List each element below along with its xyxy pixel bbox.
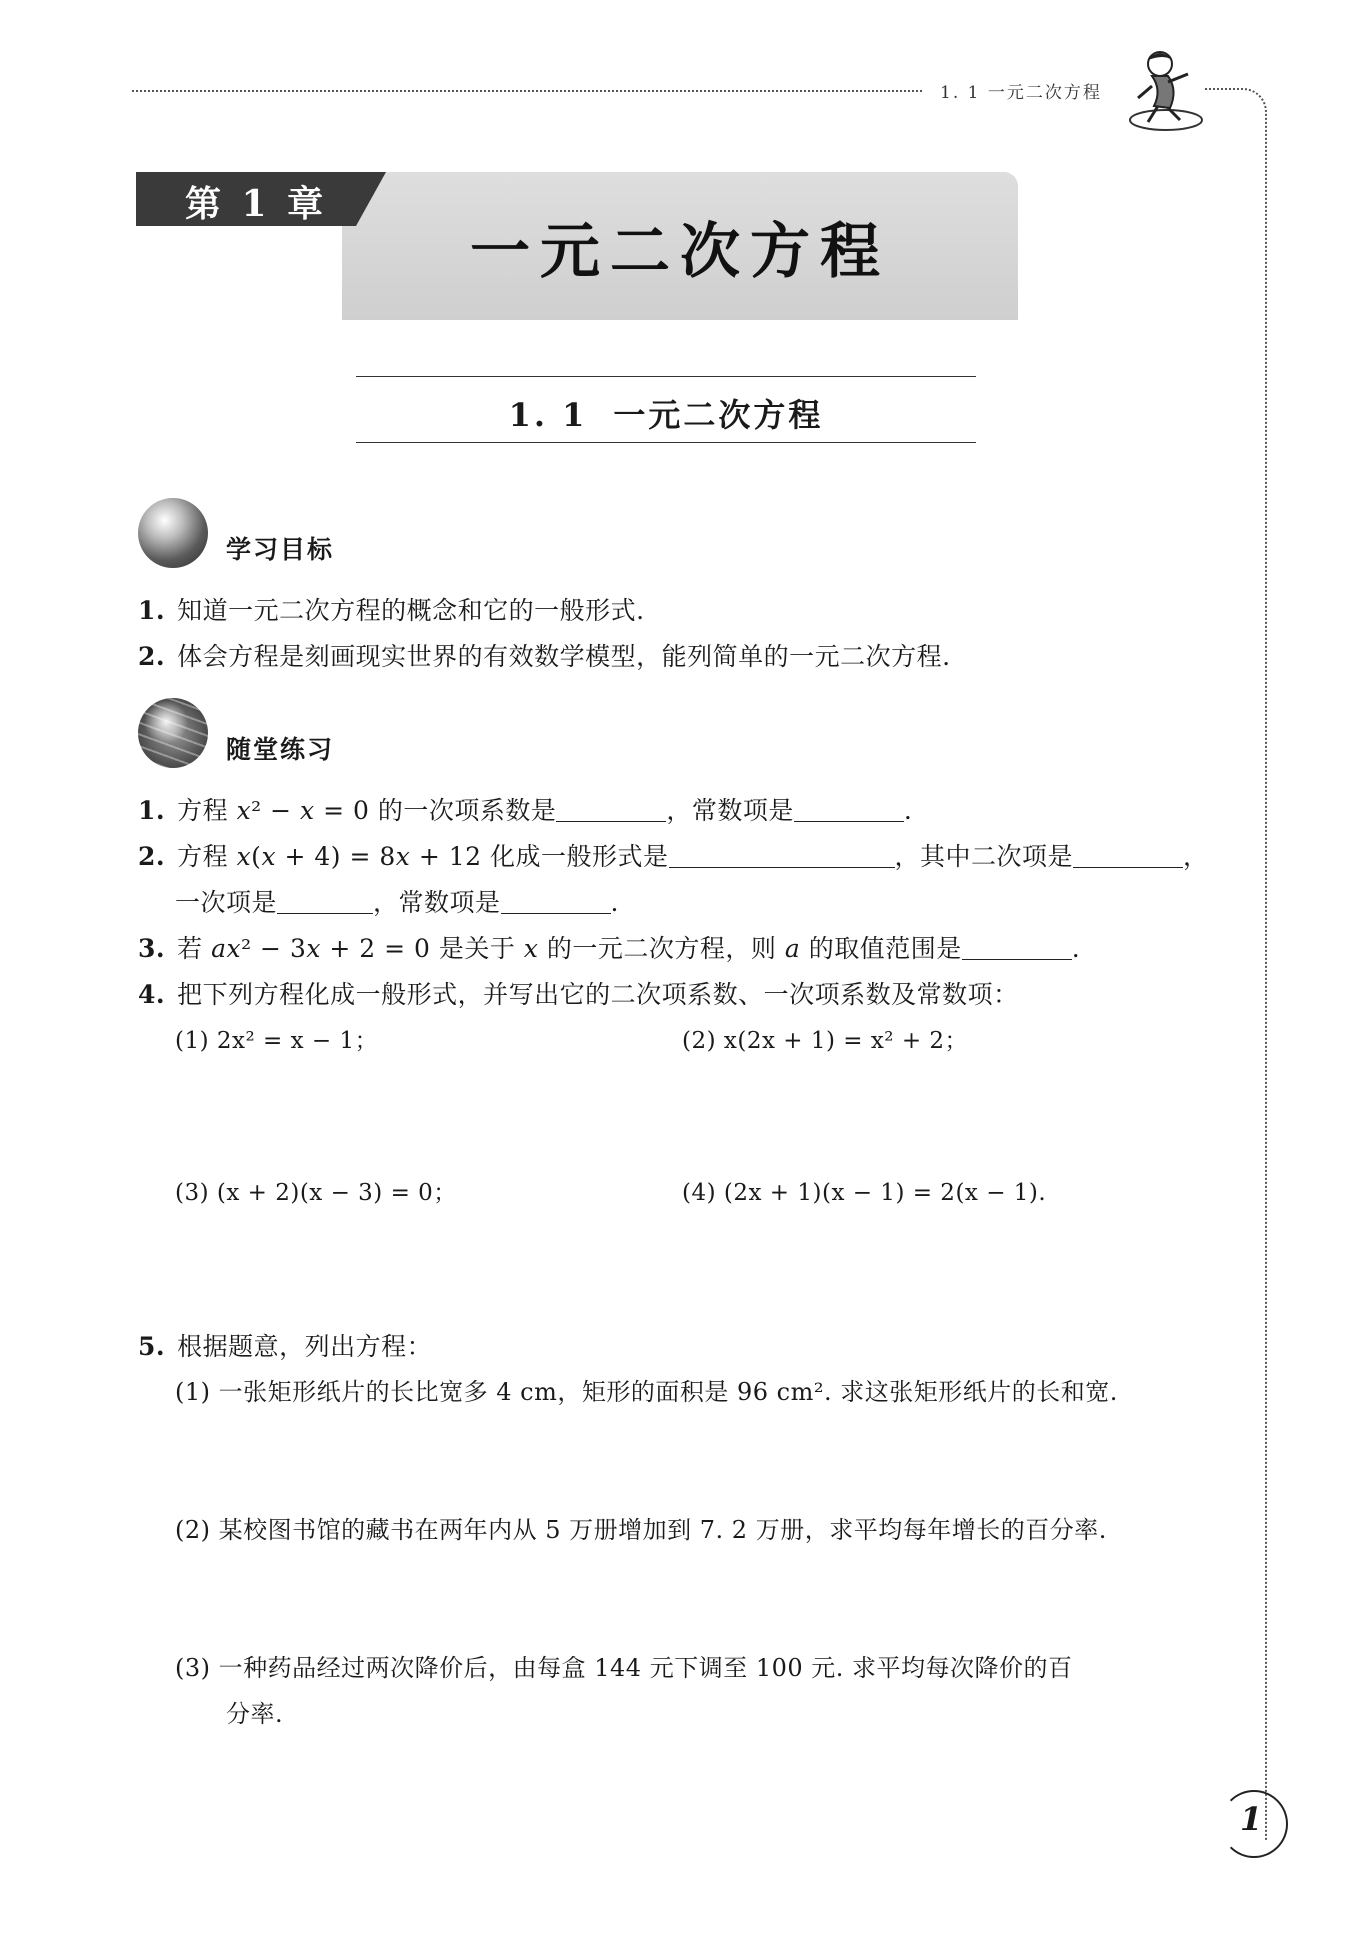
question-4: 4. 把下列方程化成一般形式，并写出它的二次项系数、一次项系数及常数项： bbox=[138, 980, 1019, 1009]
section-name: 一元二次方程 bbox=[613, 396, 824, 434]
chapter-title: 一元二次方程 bbox=[470, 217, 890, 287]
answer-blank[interactable] bbox=[794, 799, 904, 822]
running-header: 1. 1 一元二次方程 bbox=[940, 83, 1102, 103]
answer-blank[interactable] bbox=[501, 891, 611, 914]
sphere-icon bbox=[138, 498, 208, 568]
question-4-part-4: (4) (2x + 1)(x − 1) = 2(x − 1). bbox=[682, 1180, 1047, 1206]
section-number: 1. 1 bbox=[508, 396, 588, 434]
practice-heading: 随堂练习 bbox=[226, 735, 335, 764]
goal-item: 1. 知道一元二次方程的概念和它的一般形式. bbox=[138, 596, 645, 625]
globe-icon bbox=[138, 698, 208, 768]
question-2: 2. 方程 x(x + 4) = 8x + 12 化成一般形式是 ，其中二次项是 ， bbox=[138, 842, 1209, 871]
chapter-label: 第 1 章 bbox=[185, 183, 328, 225]
answer-blank[interactable] bbox=[556, 799, 666, 822]
answer-blank[interactable] bbox=[1073, 845, 1183, 868]
section-rule-bottom bbox=[356, 442, 976, 443]
question-5-part-3: (3) 一种药品经过两次降价后，由每盒 144 元下调至 100 元. 求平均每次降价的百 bbox=[175, 1654, 1073, 1682]
section-rule-top bbox=[356, 376, 976, 377]
question-2-cont: 一次项是 ，常数项是 . bbox=[175, 888, 619, 917]
question-3: 3. 若 ax² − 3x + 2 = 0 是关于 x 的一元二次方程，则 a 的取值范围是 . bbox=[138, 934, 1081, 963]
answer-blank[interactable] bbox=[669, 845, 895, 868]
answer-blank[interactable] bbox=[962, 937, 1072, 960]
page-number: 1 bbox=[1240, 1800, 1263, 1838]
question-5: 5. 根据题意，列出方程： bbox=[138, 1332, 433, 1361]
question-4-part-2: (2) x(2x + 1) = x² + 2； bbox=[682, 1028, 969, 1054]
question-4-part-1: (1) 2x² = x − 1； bbox=[175, 1028, 379, 1054]
section-title bbox=[356, 390, 976, 436]
question-5-part-2: (2) 某校图书馆的藏书在两年内从 5 万册增加到 7. 2 万册，求平均每年增长的百分率. bbox=[175, 1516, 1107, 1544]
question-5-part-3-cont: 分率. bbox=[226, 1700, 284, 1728]
answer-blank[interactable] bbox=[277, 891, 373, 914]
goal-item: 2. 体会方程是刻画现实世界的有效数学模型，能列简单的一元二次方程. bbox=[138, 642, 951, 671]
question-4-part-3: (3) (x + 2)(x − 3) = 0； bbox=[175, 1180, 457, 1206]
question-1: 1. 方程 x² − x = 0 的一次项系数是 ，常数项是 . bbox=[138, 796, 913, 825]
question-5-part-1: (1) 一张矩形纸片的长比宽多 4 cm，矩形的面积是 96 cm². 求这张矩形纸片的长和宽. bbox=[175, 1378, 1118, 1406]
page-dotted-border bbox=[1205, 88, 1267, 1840]
mascot-illustration-icon bbox=[1118, 46, 1208, 136]
header-dotted-rule bbox=[132, 90, 922, 92]
goals-heading: 学习目标 bbox=[226, 535, 335, 564]
